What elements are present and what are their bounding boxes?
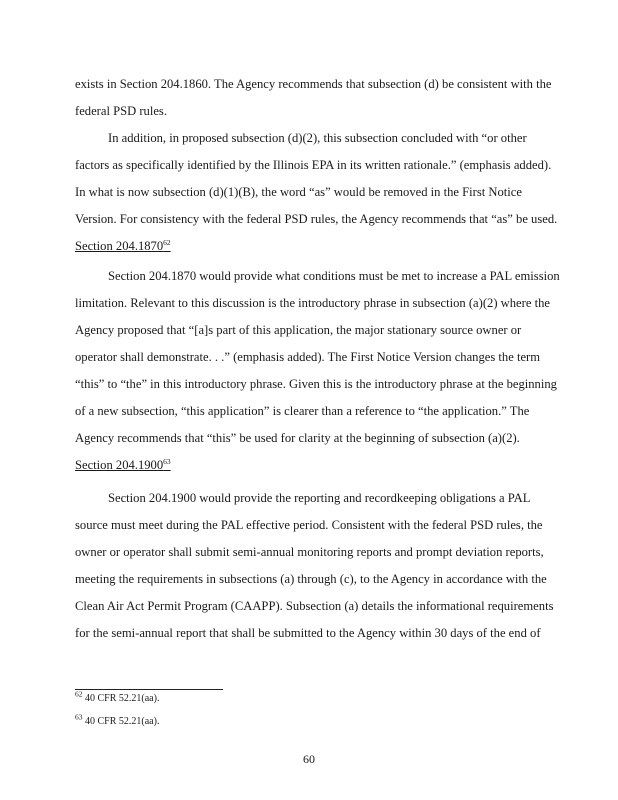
footnote-divider	[75, 689, 223, 690]
section-heading: Section 204.1870$^{62}$	[75, 237, 171, 253]
body-line: Section 204.1900 would provide the reporting and recordkeeping obligations a PAL	[108, 491, 531, 505]
footnote: $^{62}$ 40 CFR 52.21(aa).	[75, 689, 160, 704]
body-line: factors as specifically identified by the Illinois EPA in its written rationale.” (emphasis added).	[75, 158, 552, 172]
body-line: Agency recommends that “this” be used for clarity at the beginning of subsection (a)(2).	[75, 431, 520, 445]
body-line: In addition, in proposed subsection (d)(2), this subsection concluded with “or other	[108, 131, 527, 145]
body-line: In what is now subsection (d)(1)(B), the word “as” would be removed in the First Notice	[75, 185, 522, 199]
body-line: limitation. Relevant to this discussion is the introductory phrase in subsection (a)(2) where the	[75, 296, 550, 310]
body-line: meeting the requirements in subsections (a) through (c), to the Agency in accordance with the	[75, 572, 547, 586]
body-line: of a new subsection, “this application” is clearer than a reference to “the application.” The	[75, 404, 530, 418]
body-line: Clean Air Act Permit Program (CAAPP). Subsection (a) details the informational requirements	[75, 599, 554, 613]
section-heading: Section 204.1900$^{63}$	[75, 456, 171, 472]
page-number: 60	[303, 752, 315, 766]
body-line: source must meet during the PAL effective period. Consistent with the federal PSD rules, the	[75, 518, 543, 532]
body-line: federal PSD rules.	[75, 104, 167, 118]
footnote: $^{63}$ 40 CFR 52.21(aa).	[75, 712, 160, 727]
body-line: operator shall demonstrate. . .” (emphasis added). The First Notice Version changes the term	[75, 350, 541, 364]
footnote-marker: 63	[75, 712, 83, 722]
body-line: exists in Section 204.1860. The Agency recommends that subsection (d) be consistent with the	[75, 77, 552, 91]
footnote-ref: 62	[163, 237, 171, 247]
body-line: Section 204.1870 would provide what conditions must be met to increase a PAL emission	[108, 269, 560, 283]
footnote-marker: 62	[75, 689, 83, 699]
body-line: owner or operator shall submit semi-annual monitoring reports and prompt deviation reports,	[75, 545, 544, 559]
body-line: for the semi-annual report that shall be submitted to the Agency within 30 days of the end of	[75, 626, 541, 640]
body-line: Agency proposed that “[a]s part of this application, the major stationary source owner or	[75, 323, 522, 337]
body-line: Version. For consistency with the federal PSD rules, the Agency recommends that “as” be used.	[75, 212, 558, 226]
body-line: “this” to “the” in this introductory phrase. Given this is the introductory phrase at the beginning	[75, 377, 557, 391]
footnote-ref: 63	[163, 456, 171, 466]
